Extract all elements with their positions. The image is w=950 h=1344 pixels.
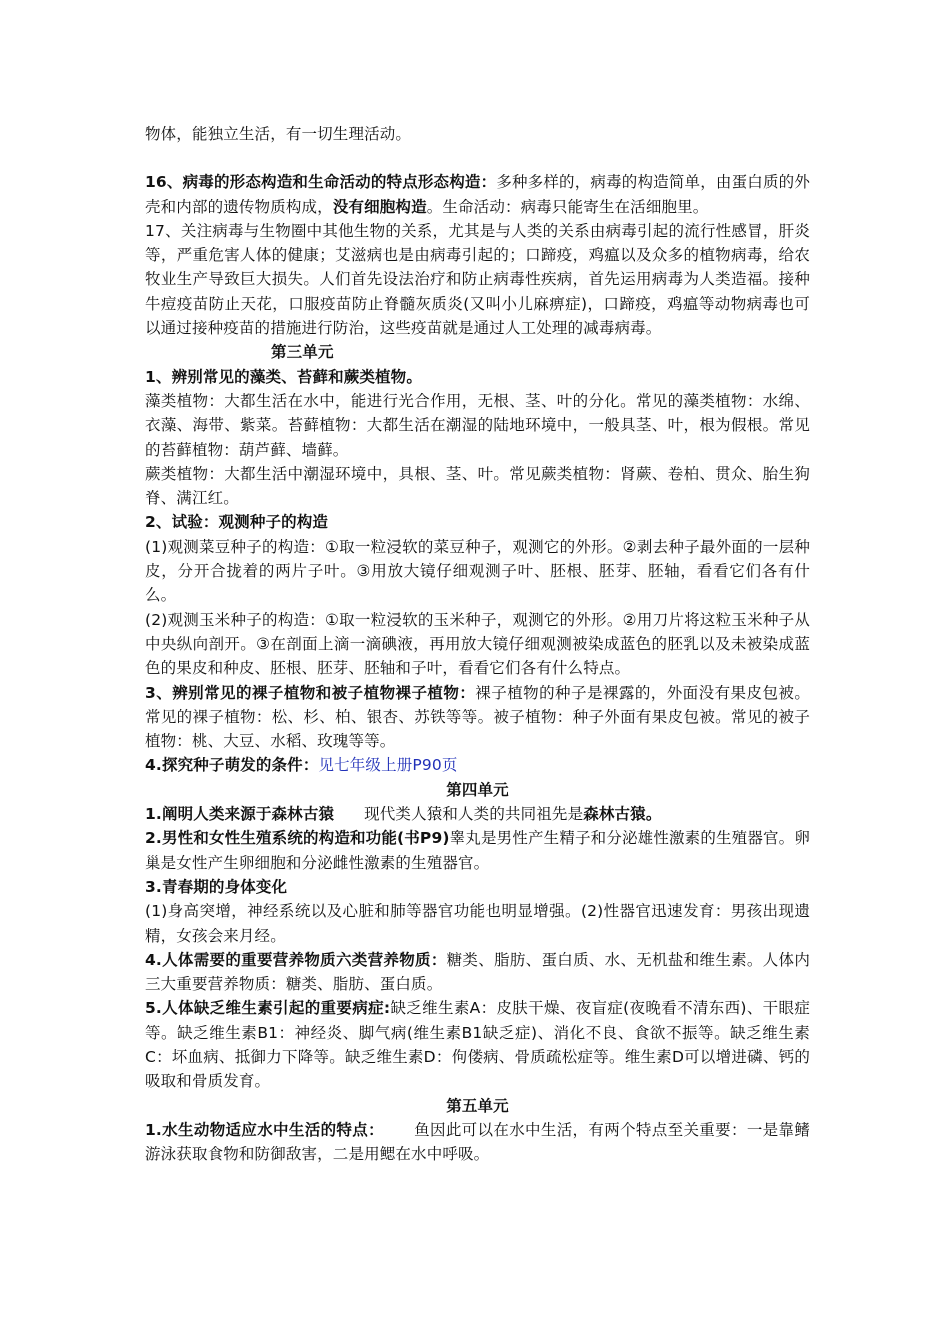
section-heading: 3、辨别常见的裸子植物和被子植物裸子植物： [145, 683, 476, 702]
text-paragraph: 物体，能独立生活，有一切生理活动。 [145, 125, 412, 143]
blank-line [145, 146, 810, 170]
text-paragraph: 藻类植物：大都生活在水中，能进行光合作用，无根、茎、叶的分化。常见的藻类植物：水绵、衣藻、海带、紫菜。苔藓植物：大都生活在潮湿的陆地环境中，一般具茎、叶，根为假根。常见的苔藓植物：葫芦藓、墙藓。 [145, 391, 810, 459]
unit4-section-5 [145, 996, 810, 1093]
bold-term: 没有细胞构造 [332, 197, 427, 216]
page-reference-link[interactable]: 见七年级上册P90页 [318, 756, 458, 775]
unit-3-title: 第三单元 [271, 343, 334, 362]
section-heading: 3.青春期的身体变化 [145, 877, 288, 896]
section-heading: 1、辨别常见的藻类、苔藓和蕨类植物。 [145, 367, 422, 386]
text-run: 睾丸是男性产生精子和分泌雄性激素的生殖器官。卵巢是女性产生卵细胞和分泌雌性激素的生殖器官。 [145, 829, 810, 872]
text-run: 糖类、脂肪、蛋白质、水、无机盐和维生素。人体内三大重要营养物质：糖类、脂肪、蛋白质。 [145, 950, 810, 994]
section-heading: 4.探究种子萌发的条件： [145, 756, 319, 775]
unit-5-title: 第五单元 [446, 1096, 509, 1115]
text-run: 缺乏维生素A：皮肤干燥、夜盲症(夜晚看不清东西)、干眼症等。缺乏维生素B1：神经炎、脚气病(维生素B1缺乏症)、消化不良、食欲不振等。缺乏维生素C：坏血病、抵御力下降等。缺乏维生素D：佝偻病、骨质疏松症等。维生素D可以增进磷、钙的吸取和骨质发育。 [145, 999, 810, 1091]
section-heading: 1.水生动物适应水中生活的特点： [145, 1120, 384, 1139]
unit4-section-4 [145, 948, 810, 997]
text-run: 多种多样的，病毒的构造简单，由蛋白质的外壳和内部的遗传物质构成， [145, 173, 810, 216]
text-paragraph: (2)观测玉米种子的构造：①取一粒浸软的玉米种子，观测它的外形。②用刀片将这粒玉米种子从中央纵向剖开。③在剖面上滴一滴碘液，再用放大镜仔细观测被染成蓝色的胚乳以及未被染成蓝色的果皮和种皮、胚根、胚芽、胚轴和子叶，看看它们各有什么特点。 [145, 610, 810, 678]
unit4-section-2 [145, 826, 810, 875]
section-heading: 4.人体需要的重要营养物质六类营养物质： [145, 950, 447, 969]
text-run: 现代类人猿和人类的共同祖先是 [364, 805, 584, 824]
text-run: 。生命活动：病毒只能寄生在活细胞里。 [426, 197, 709, 216]
section-3 [145, 681, 810, 754]
unit5-section-1 [145, 1118, 810, 1167]
section-16 [145, 170, 810, 219]
section-4 [145, 753, 810, 777]
document-page [145, 122, 810, 1166]
text-paragraph: (1)观测菜豆种子的构造：①取一粒浸软的菜豆种子，观测它的外形。②剥去种子最外面的一层种皮，分开合拢着的两片子叶。③用放大镜仔细观测子叶、胚根、胚芽、胚轴，看看它们各有什么。 [145, 537, 810, 605]
text-run: 鱼因此可以在水中生活，有两个特点至关重要：一是靠鳍游泳获取食物和防御敌害，二是用鳃在水中呼吸。 [145, 1120, 810, 1164]
unit4-section-1 [145, 802, 810, 826]
section-heading: 5.人体缺乏维生素引起的重要病症: [145, 999, 391, 1018]
unit-4-title: 第四单元 [446, 780, 509, 799]
bold-term: 森林古猿。 [583, 805, 662, 824]
section-heading: 16、病毒的形态构造和生命活动的特点形态构造： [145, 173, 497, 192]
section-heading: 2、试验：观测种子的构造 [145, 513, 329, 532]
section-17: 17、关注病毒与生物圈中其他生物的关系，尤其是与人类的关系由病毒引起的流行性感冒，肝炎等，严重危害人体的健康；艾滋病也是由病毒引起的；口蹄疫，鸡瘟以及众多的植物病毒，给农牧业生产导致巨大损失。人们首先设法治疗和防止病毒性疾病，首先运用病毒为人类造福。接种牛痘疫苗防止天花，口服疫苗防止脊髓灰质炎(又叫小儿麻痹症)，口蹄疫，鸡瘟等动物病毒也可以通过接种疫苗的措施进行防治，这些疫苗就是通过人工处理的减毒病毒。 [145, 221, 810, 338]
section-heading: 1.阐明人类来源于森林古猿 [145, 805, 335, 824]
section-heading: 2.男性和女性生殖系统的构造和功能(书P9) [145, 829, 450, 848]
text-paragraph: (1)身高突增，神经系统以及心脏和肺等器官功能也明显增强。(2)性器官迅速发育：男孩出现遗精，女孩会来月经。 [145, 902, 810, 945]
text-run: 裸子植物的种子是裸露的，外面没有果皮包被。常见的裸子植物：松、杉、柏、银杏、苏铁等等。被子植物：种子外面有果皮包被。常见的被子植物：桃、大豆、水稻、玫瑰等等。 [145, 683, 811, 751]
text-paragraph: 蕨类植物：大都生活中潮湿环境中，具根、茎、叶。常见蕨类植物：肾蕨、卷柏、贯众、胎生狗脊、满江红。 [145, 464, 810, 508]
